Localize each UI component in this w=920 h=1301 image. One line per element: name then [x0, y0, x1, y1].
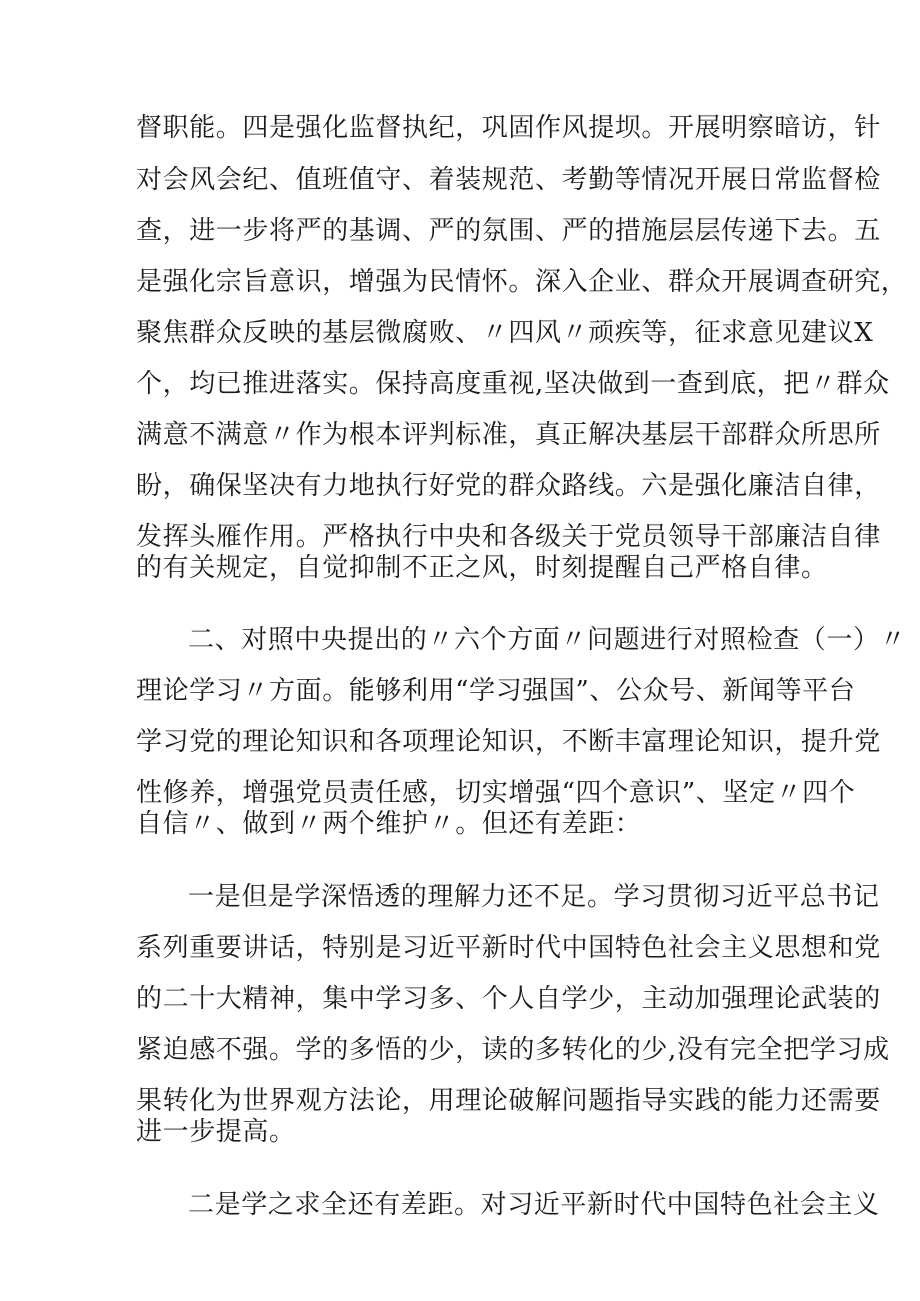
text-line: 果转化为世界观方法论，用理论破解问题指导实践的能力还需要	[136, 1086, 881, 1116]
text-line: 紧迫感不强。学的多悟的少，读的多转化的少,没有完全把学习成	[136, 1035, 890, 1065]
text-line: 聚焦群众反映的基层微腐败、〃四风〃顽疾等，征求意见建议X	[136, 318, 874, 348]
text-line: 的二十大精神，集中学习多、个人自学少，主动加强理论武装的	[136, 984, 881, 1014]
section-heading-line: 二、对照中央提出的〃六个方面〃问题进行对照检查（一）〃	[188, 625, 907, 655]
text-line: 性修养，增强党员责任感，切实增强“四个意识”、坚定〃四个	[136, 778, 856, 808]
text-line: 进一步提高。	[136, 1117, 296, 1147]
text-line: 理论学习〃方面。能够利用“学习强国”、公众号、新闻等平台	[136, 676, 856, 706]
text-line: 的有关规定，自觉抑制不正之风，时刻提醒自己严格自律。	[136, 553, 828, 583]
text-line: 督职能。四是强化监督执纪，巩固作风提坝。开展明察暗访，针	[136, 113, 881, 143]
text-line: 对会风会纪、值班值守、着装规范、考勤等情况开展日常监督检	[136, 165, 881, 195]
text-line: 学习党的理论知识和各项理论知识，不断丰富理论知识，提升党	[136, 727, 881, 757]
text-line: 发挥头雁作用。严格执行中央和各级关于党员领导干部廉洁自律	[136, 522, 881, 552]
paragraph-first-line: 二是学之求全还有差距。对习近平新时代中国特色社会主义	[188, 1190, 880, 1220]
text-line: 自信〃、做到〃两个维护〃。但还有差距：	[136, 809, 642, 839]
text-line: 系列重要讲话，特别是习近平新时代中国特色社会主义思想和党	[136, 933, 881, 963]
text-line: 个，均已推进落实。保持高度重视,坚决做到一查到底，把〃群众	[136, 369, 890, 399]
text-line: 查，进一步将严的基调、严的氛围、严的措施层层传递下去。五	[136, 216, 881, 246]
text-line: 是强化宗旨意识，增强为民情怀。深入企业、群众开展调查研究，	[136, 267, 908, 297]
text-line: 满意不满意〃作为根本评判标准，真正解决基层干部群众所思所	[136, 420, 881, 450]
text-line: 盼，确保坚决有力地执行好党的群众路线。六是强化廉洁自律，	[136, 471, 881, 501]
paragraph-first-line: 一是但是学深悟透的理解力还不足。学习贯彻习近平总书记	[188, 882, 880, 912]
